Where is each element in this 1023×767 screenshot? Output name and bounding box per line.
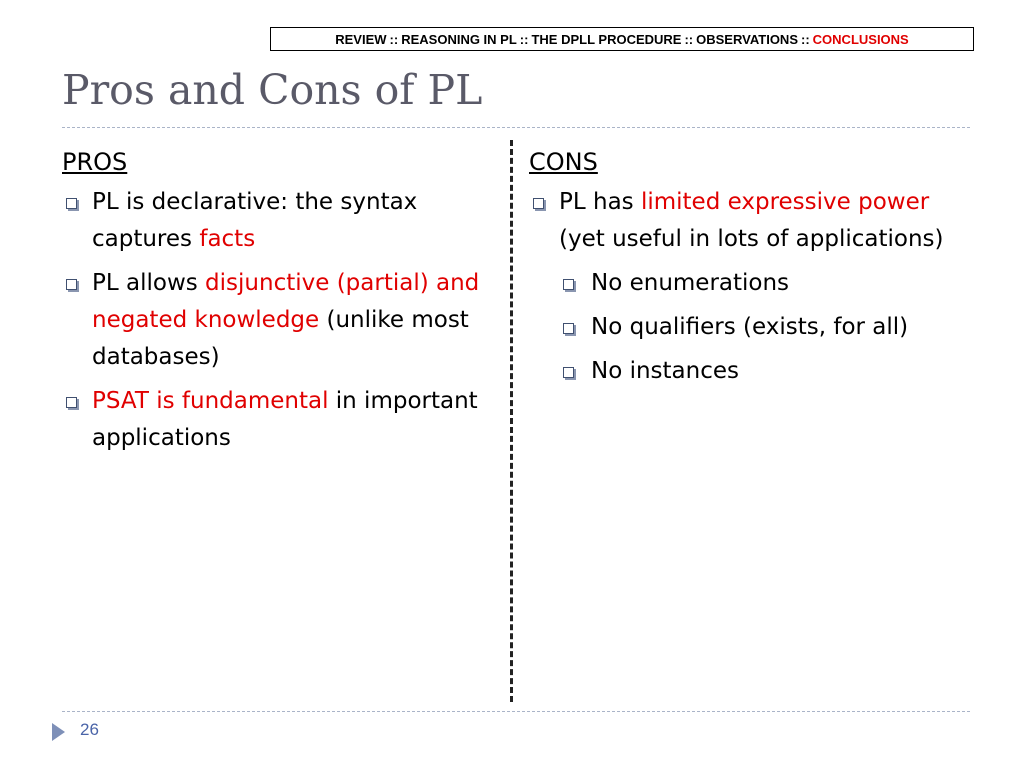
- cons-column: [529, 144, 969, 397]
- breadcrumb-item[interactable]: OBSERVATIONS: [696, 31, 798, 47]
- sub-list-item: [529, 309, 969, 346]
- highlighted-text: disjunctive (partial) and negated knowledge: [92, 270, 480, 333]
- square-bullet-icon: [563, 367, 574, 378]
- breadcrumb-item[interactable]: THE DPLL PROCEDURE: [531, 31, 682, 47]
- square-bullet-icon: [66, 198, 77, 209]
- square-bullet-icon: [563, 323, 574, 334]
- sub-list-item: [529, 353, 969, 390]
- item-text: PL is declarative: the syntax captures: [92, 189, 418, 252]
- list-item: [529, 184, 969, 258]
- breadcrumb-separator: ::: [519, 31, 529, 47]
- breadcrumb-separator: ::: [801, 31, 810, 47]
- cons-list: [529, 184, 969, 390]
- item-text: No instances: [591, 358, 740, 384]
- item-text: (yet useful in lots of applications): [559, 226, 944, 252]
- breadcrumb: [270, 27, 974, 51]
- square-bullet-icon: [533, 198, 544, 209]
- breadcrumb-item[interactable]: REASONING IN PL: [401, 31, 517, 47]
- breadcrumb-separator: ::: [684, 31, 694, 47]
- page-title: Pros and Cons of PL: [62, 66, 483, 114]
- breadcrumb-item[interactable]: CONCLUSIONS: [812, 31, 909, 47]
- item-text: (unlike most databases): [92, 307, 469, 370]
- page-number: 26: [80, 720, 99, 739]
- highlighted-text: facts: [199, 226, 256, 252]
- pros-list: [62, 184, 492, 457]
- pros-column: [62, 144, 492, 464]
- sub-list-item: [529, 265, 969, 302]
- play-arrow-icon[interactable]: [52, 723, 65, 741]
- item-text: PL has: [559, 189, 641, 215]
- item-text: in important applications: [92, 388, 478, 451]
- pros-heading: PROS: [62, 148, 128, 176]
- column-divider: [510, 140, 513, 702]
- item-text: No qualifiers (exists, for all): [591, 314, 909, 340]
- item-text: PL allows: [92, 270, 206, 296]
- highlighted-text: PSAT is fundamental: [92, 388, 329, 414]
- footer-divider: [62, 711, 970, 712]
- list-item: [62, 265, 492, 376]
- item-text: No enumerations: [591, 270, 790, 296]
- square-bullet-icon: [66, 397, 77, 408]
- square-bullet-icon: [66, 279, 77, 290]
- cons-heading: CONS: [529, 148, 598, 176]
- breadcrumb-item[interactable]: REVIEW: [335, 31, 387, 47]
- highlighted-text: limited expressive power: [640, 189, 930, 215]
- list-item: [62, 184, 492, 258]
- list-item: [62, 383, 492, 457]
- square-bullet-icon: [563, 279, 574, 290]
- breadcrumb-separator: ::: [389, 31, 399, 47]
- title-divider: [62, 127, 970, 128]
